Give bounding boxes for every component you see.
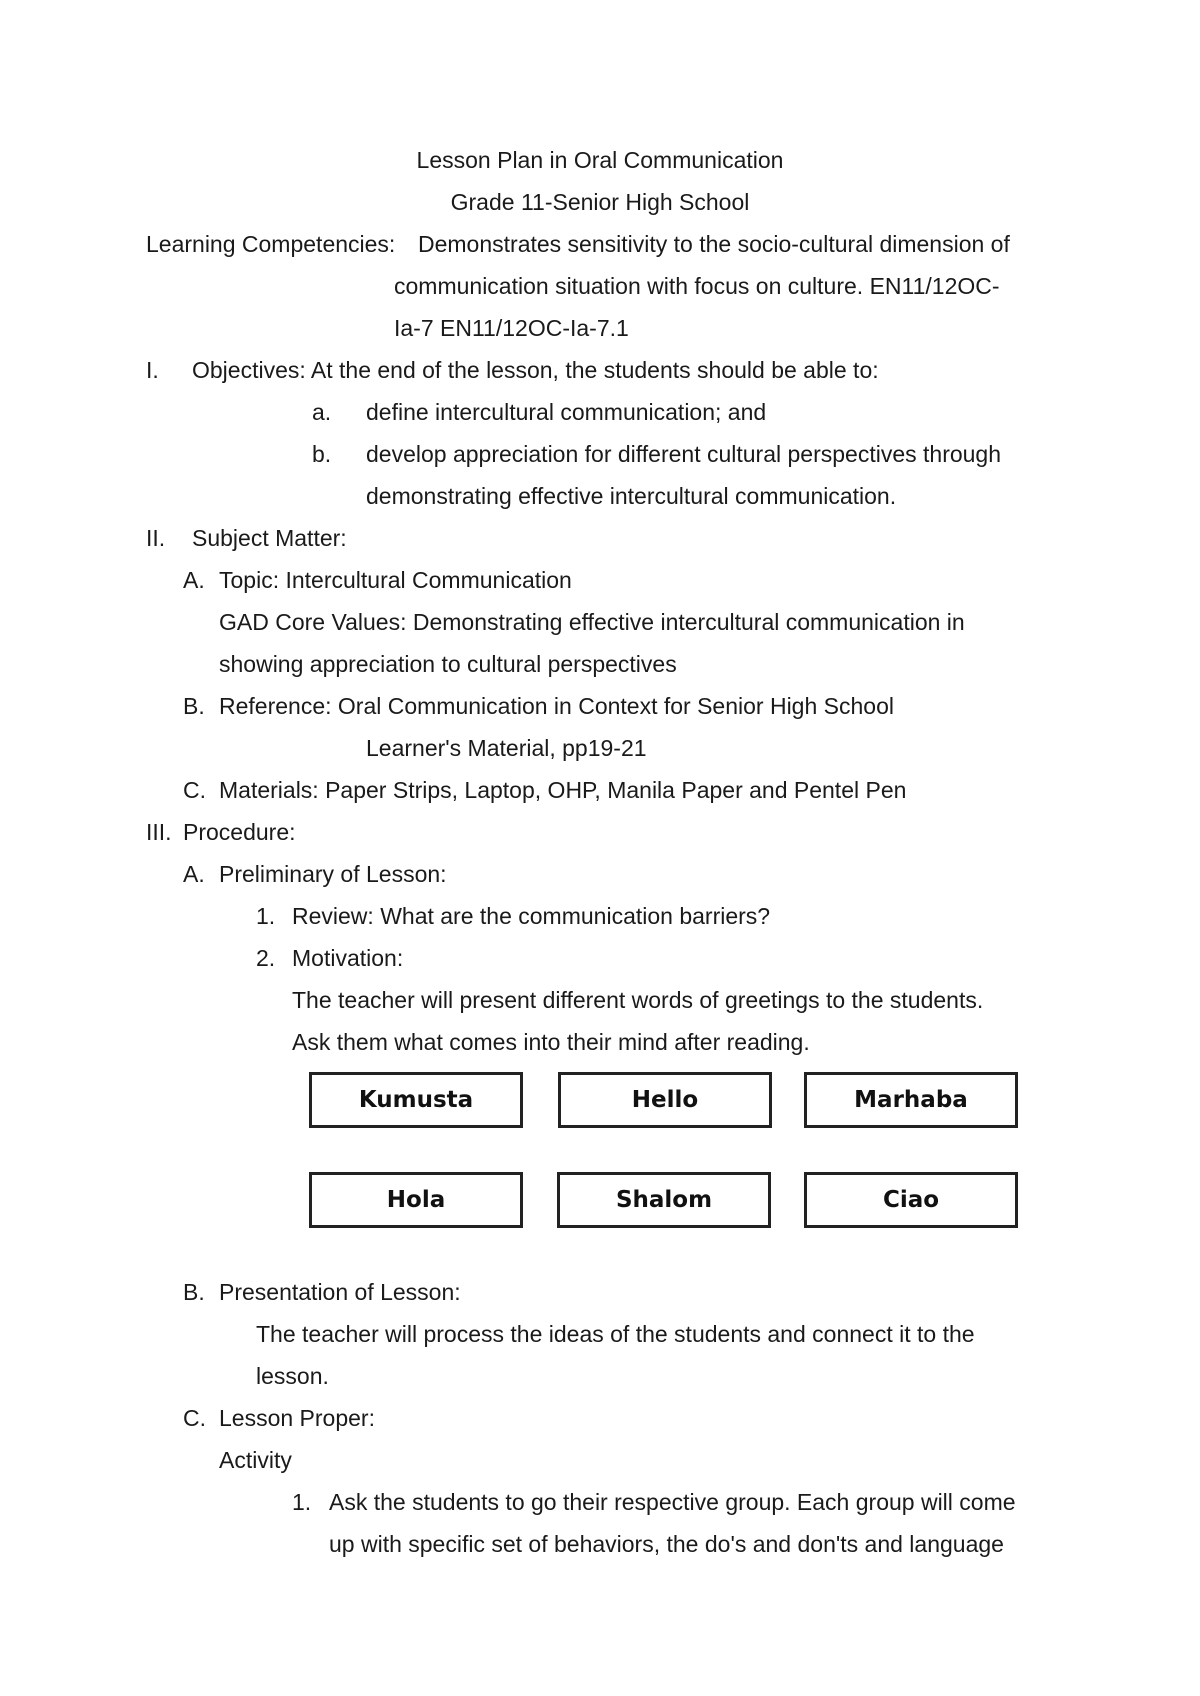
reference-line-1: Reference: Oral Communication in Context for Senior High School bbox=[219, 693, 894, 719]
procedure-heading: Procedure: bbox=[183, 819, 296, 845]
presentation-marker: B. bbox=[183, 1279, 205, 1305]
section-numeral-procedure: III. bbox=[146, 819, 172, 845]
activity-line-1: Ask the students to go their respective group. Each group will come bbox=[329, 1489, 1016, 1515]
preliminary-marker: A. bbox=[183, 861, 205, 887]
motivation-line-1: The teacher will present different words of greetings to the students. bbox=[292, 987, 984, 1013]
greeting-card-shalom: Shalom bbox=[557, 1172, 771, 1228]
document-title: Lesson Plan in Oral Communication bbox=[416, 147, 784, 173]
greeting-card-ciao: Ciao bbox=[804, 1172, 1018, 1228]
competencies-line-3: Ia-7 EN11/12OC-Ia-7.1 bbox=[394, 315, 629, 341]
competencies-line-1: Demonstrates sensitivity to the socio-cultural dimension of bbox=[418, 231, 1010, 257]
activity-line-2: up with specific set of behaviors, the do's and don'ts and language bbox=[329, 1531, 1004, 1557]
motivation-marker: 2. bbox=[256, 945, 276, 971]
materials-text: Materials: Paper Strips, Laptop, OHP, Manila Paper and Pentel Pen bbox=[219, 777, 907, 803]
gad-core-values-line-1: GAD Core Values: Demonstrating effective intercultural communication in bbox=[219, 609, 965, 635]
presentation-line-2: lesson. bbox=[256, 1363, 329, 1389]
motivation-heading: Motivation: bbox=[292, 945, 404, 971]
reference-line-2: Learner's Material, pp19-21 bbox=[366, 735, 647, 761]
presentation-line-1: The teacher will process the ideas of the students and connect it to the bbox=[256, 1321, 975, 1347]
section-numeral-objectives: I. bbox=[146, 357, 159, 383]
lesson-proper-marker: C. bbox=[183, 1405, 206, 1431]
activity-heading: Activity bbox=[219, 1447, 292, 1473]
topic-text: Topic: Intercultural Communication bbox=[219, 567, 572, 593]
materials-marker: C. bbox=[183, 777, 206, 803]
objective-a-text: define intercultural communication; and bbox=[366, 399, 767, 425]
review-marker: 1. bbox=[256, 903, 276, 929]
objective-marker-a: a. bbox=[312, 399, 332, 425]
objective-b-text-line-2: demonstrating effective intercultural communication. bbox=[366, 483, 897, 509]
section-numeral-subject: II. bbox=[146, 525, 166, 551]
motivation-line-2: Ask them what comes into their mind after reading. bbox=[292, 1029, 810, 1055]
objective-marker-b: b. bbox=[312, 441, 332, 467]
greeting-card-kumusta: Kumusta bbox=[309, 1072, 523, 1128]
greeting-card-hola: Hola bbox=[309, 1172, 523, 1228]
topic-marker: A. bbox=[183, 567, 205, 593]
presentation-heading: Presentation of Lesson: bbox=[219, 1279, 461, 1305]
gad-core-values-line-2: showing appreciation to cultural perspectives bbox=[219, 651, 677, 677]
objectives-heading: Objectives: At the end of the lesson, the students should be able to: bbox=[192, 357, 879, 383]
reference-marker: B. bbox=[183, 693, 205, 719]
objective-b-text-line-1: develop appreciation for different cultural perspectives through bbox=[366, 441, 1002, 467]
competencies-label: Learning Competencies: bbox=[146, 231, 396, 257]
greeting-card-hello: Hello bbox=[558, 1072, 772, 1128]
greeting-card-marhaba: Marhaba bbox=[804, 1072, 1018, 1128]
activity-marker: 1. bbox=[292, 1489, 312, 1515]
competencies-line-2: communication situation with focus on culture. EN11/12OC- bbox=[394, 273, 1000, 299]
document-subtitle: Grade 11-Senior High School bbox=[450, 189, 750, 215]
lesson-proper-heading: Lesson Proper: bbox=[219, 1405, 375, 1431]
review-text: Review: What are the communication barriers? bbox=[292, 903, 771, 929]
subject-matter-heading: Subject Matter: bbox=[192, 525, 347, 551]
preliminary-text: Preliminary of Lesson: bbox=[219, 861, 447, 887]
